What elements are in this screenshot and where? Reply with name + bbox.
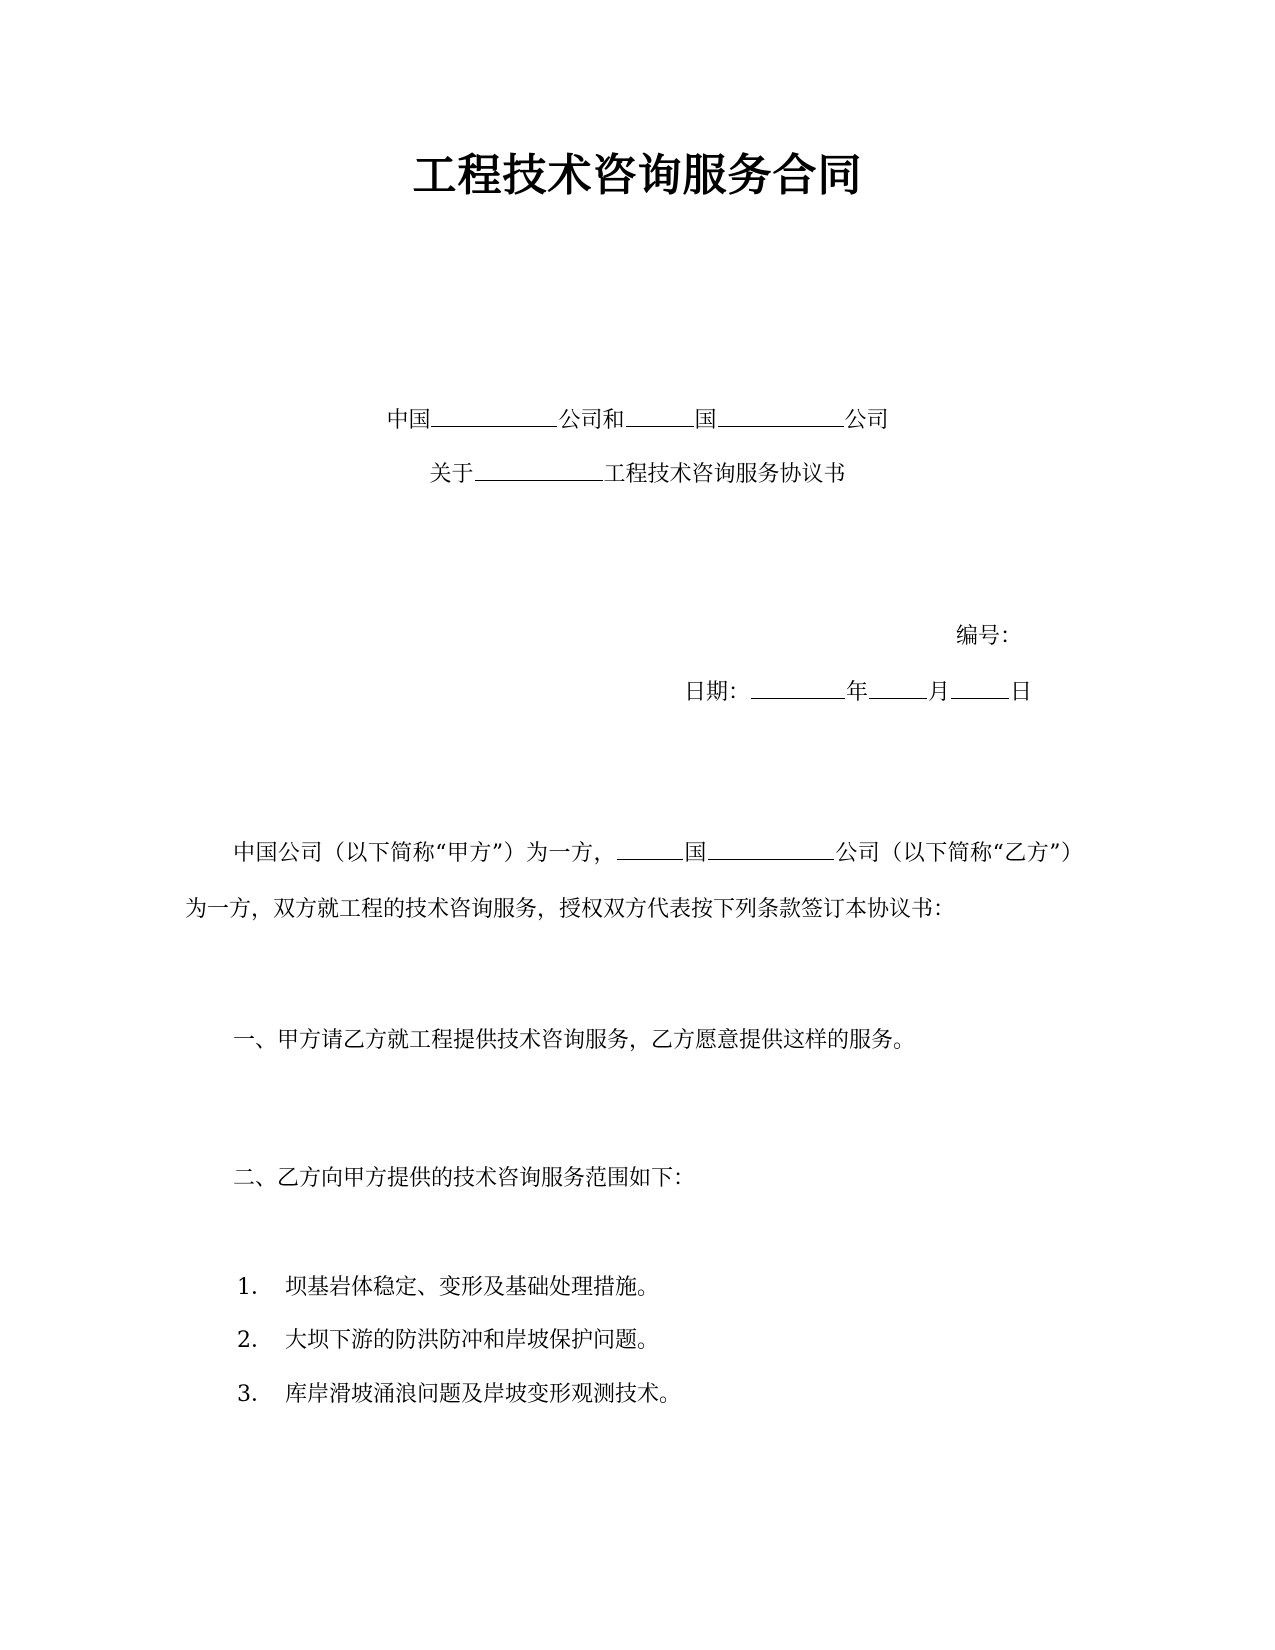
subject-line (0, 458, 1275, 490)
document-title: 工程技术咨询服务合同 (412, 150, 863, 201)
parties-line (0, 404, 1275, 436)
list-item (237, 1380, 681, 1410)
blank-project (475, 458, 603, 481)
blank-year (751, 676, 845, 699)
intro-text-2: 国 (683, 841, 707, 866)
blank-company-b (718, 404, 844, 427)
year-label: 年 (845, 680, 868, 705)
clause-1: 一、甲方请乙方就工程提供技术咨询服务，乙方愿意提供这样的服务。 (233, 1028, 916, 1053)
serial-number-line (956, 622, 1022, 652)
list-item (237, 1326, 659, 1356)
intro-text-3: 公司（以下简称“乙方”）为一方，双方就工程的技术咨询服务，授权双方代表按下列条款签订本协议书： (185, 841, 1083, 922)
list-item-text: 坝基岩体稳定、变形及基础处理措施。 (285, 1275, 660, 1300)
list-item-text: 大坝下游的防洪防冲和岸坡保护问题。 (285, 1328, 660, 1353)
date-line (684, 676, 1032, 708)
date-label: 日期： (683, 680, 750, 705)
list-item-number: 1． (237, 1275, 273, 1300)
subject-text-1: 关于 (429, 462, 474, 487)
intro-paragraph (185, 826, 1083, 938)
blank-company-a (431, 404, 557, 427)
serial-label: 编号： (955, 624, 1022, 649)
parties-text-3: 国 (694, 408, 717, 433)
intro-text-1: 中国公司（以下简称“甲方”）为一方， (233, 841, 616, 866)
clause-2: 二、乙方向甲方提供的技术咨询服务范围如下： (233, 1166, 696, 1191)
blank-month (869, 676, 927, 699)
list-item-text: 库岸滑坡涌浪问题及岸坡变形观测技术。 (285, 1382, 682, 1407)
month-label: 月 (927, 680, 950, 705)
blank-day (951, 676, 1009, 699)
parties-text-2: 公司和 (558, 408, 625, 433)
parties-text-4: 公司 (844, 408, 889, 433)
list-item (237, 1273, 659, 1303)
blank-intro-country (617, 839, 683, 860)
subject-text-2: 工程技术咨询服务协议书 (603, 462, 846, 487)
day-label: 日 (1009, 680, 1032, 705)
blank-intro-company (708, 839, 834, 860)
list-item-number: 3． (237, 1382, 273, 1407)
list-item-number: 2． (237, 1328, 273, 1353)
blank-country (626, 404, 694, 427)
parties-text-1: 中国 (386, 408, 431, 433)
